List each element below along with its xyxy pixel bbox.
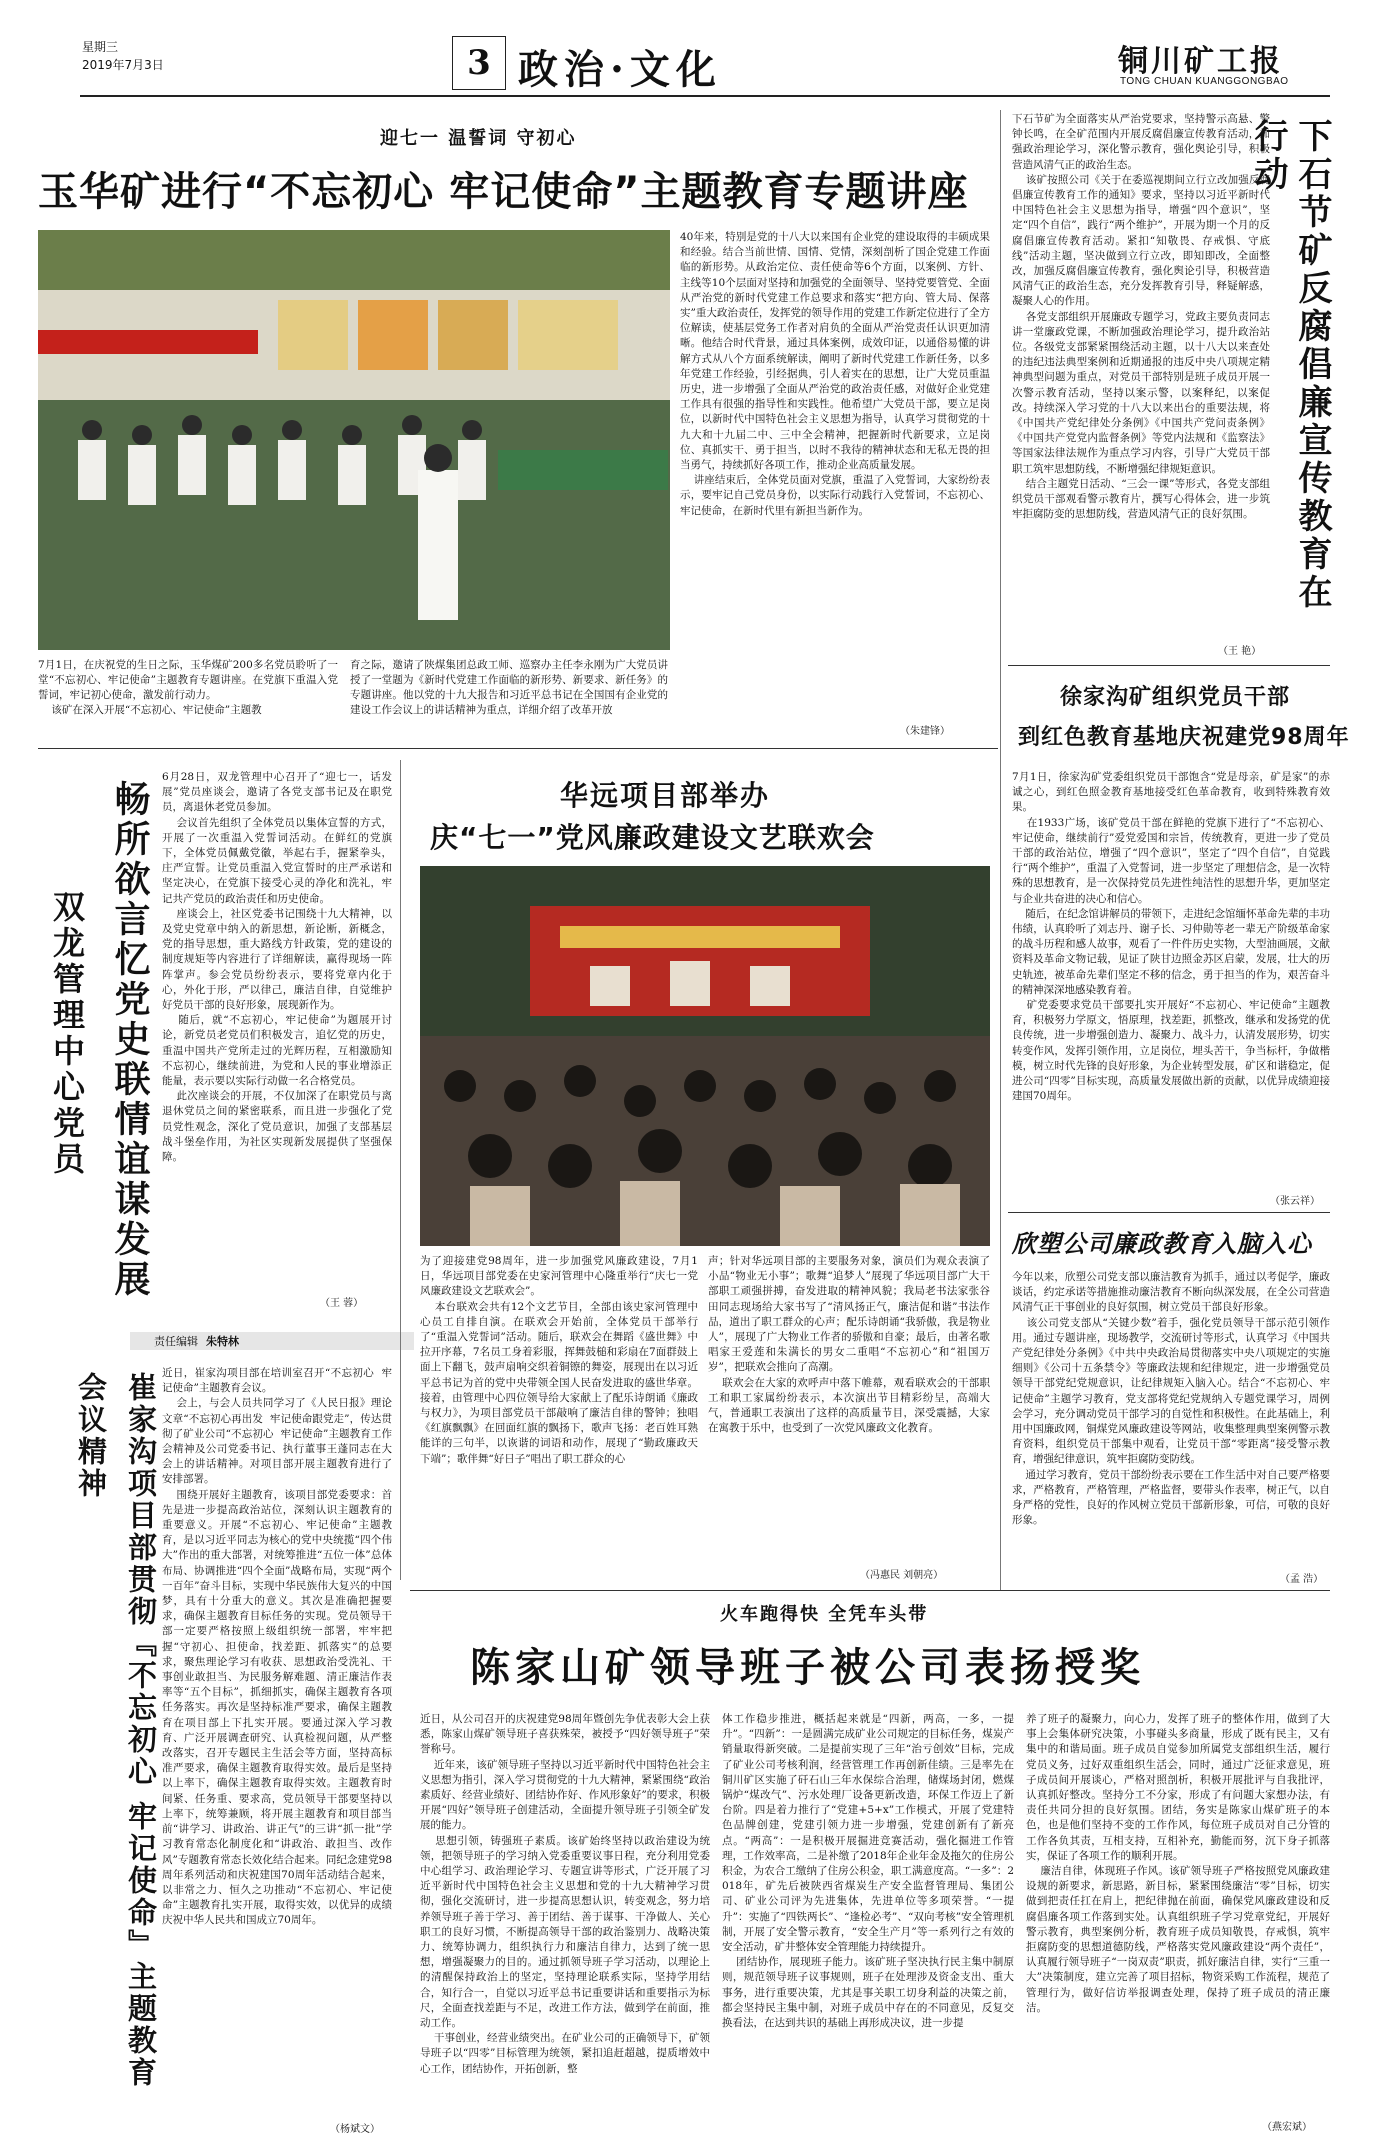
main-photo-illustration bbox=[38, 230, 670, 650]
section-title: 政治·文化 bbox=[518, 46, 722, 93]
xujiagou-body: 7月1日，徐家沟矿党委组织党员干部饱含“党是母亲，矿是家”的赤诚之心，到红色照金教育基地接受红色革命教育，收到特殊教育效果。 在1933广场，该矿党员干部在鲜艳的党旗下进行了“不忘初心、牢记使命，继续前行”爱党爱国和宗旨，传统教育，更进一步了党员干部的政治站位，增强了“四个意识”，坚定了“四个自信”，自觉践行“两个维护”，重温了入党誓词，进一步坚定了理想信念，是一次特殊的思想教育，是一次保持党员先进性纯洁性的思想升华，更加坚定与企业共奋进的决心和信心。 随后，在纪念馆讲解员的带领下，走进纪念馆缅怀革命先辈的丰功伟绩，认真聆听了刘志丹、谢子长、习仲勋等老一辈无产阶级革命家的战斗历程和感人故事，观看了一件件历史实物，大型油画展，文献资料及革命文物记载，见证了陕甘边照金苏区启蒙，发展，壮大的历史轨迹，被革命先辈们坚定不移的信念，勇于担当的作为，艰苦奋斗的精神深深地感染教育着。 矿党委要求党员干部要扎实开展好“不忘初心、牢记使命”主题教育，积极努力学原文，悟原理，找差距，抓整改，继承和发扬党的优良传统，进一步增强创造力、凝聚力、战斗力，认清发展形势，切实转变作风，发挥引领作用，立足岗位，埋头苦干，争当标杆，争做楷模，树立时代先锋的良好形象，为企业转型发展，矿区和谐稳定，促进公司“四零”目标实现，高质量发展做出新的贡献，以优异成绩迎接建国70周年。 bbox=[1012, 771, 1330, 1103]
masthead bbox=[0, 0, 1379, 93]
rule-bottom-band bbox=[410, 1590, 1330, 1591]
editor-name: 朱特林 bbox=[206, 1335, 239, 1348]
rule-xinsu-top bbox=[1008, 1212, 1330, 1213]
shuanglong-headline-1: 畅所欲言忆党史联情谊谋发展 bbox=[109, 780, 150, 1300]
xinsu-byline: （孟 浩） bbox=[1280, 1574, 1324, 1585]
main-headline: 玉华矿进行“不忘初心 牢记使命”主题教育专题讲座 bbox=[38, 169, 969, 215]
issue-weekday: 星期三 bbox=[82, 40, 119, 54]
xiashi-headline: 下石节矿反腐倡廉宣传教育在行动 bbox=[1248, 118, 1332, 612]
rule-left-middle bbox=[400, 760, 401, 1580]
shuanglong-body: 6月28日，双龙管理中心召开了“迎七一，话发展”党员座谈会，邀请了各党支部书记及在职党员，离退休老党员参加。 会议首先组织了全体党员以集体宣誓的方式，开展了一次重温入党誓词活动。在鲜红的党旗下，全体党员佩戴党徽，举起右手，握紧拳头，庄严宣誓。让党员重温入党宣誓时的庄严承诺和坚定决心，在党旗下接受心灵的净化和洗礼，牢记共产党员的政治责任和历史使命。 座谈会上，社区党委书记围绕十九大精神，以及党史党章中纳入的新思想，新论断，新概念，党的指导思想，重大路线方针政策，党的建设的制度规矩等内容进行了详细解读，赢得现场一阵阵掌声。参会党员纷纷表示，要将党章内化于心，外化于形，严以律己，廉洁自律，自觉维护好党员干部的良好形象，展现新作为。 随后，就“不忘初心，牢记使命”为题展开讨论，新党员老党员们积极发言，追忆党的历史，重温中国共产党所走过的光辉历程，互相激励知不忘初心，继续前进，为党和人民的事业增添正能量，表示要以实际行动做一名合格党员。 此次座谈会的开展，不仅加深了在职党员与离退休党员之间的紧密联系，而且进一步强化了党员党性观念，深化了党员意识，加强了支部基层战斗堡垒作用，为社区实现新发展提供了坚强保障。 bbox=[162, 771, 392, 1164]
cuijiagou-byline: （杨斌文） bbox=[330, 2124, 380, 2135]
xiashi-body: 下石节矿为全面落实从严治党要求，坚持警示高悬、警钟长鸣，在全矿范围内开展反腐倡廉宣传教育活动，加强政治理论学习，深化警示教育，强化舆论引导，积极营造风清气正的政治生态。 该矿按照公司《关于在委巡视期间立行立改加强反腐倡廉宣传教育工作的通知》要求，坚持以习近平新时代中国特色社会主义思想为指导，增强“四个意识”，坚定“四个自信”，践行“两个维护”，开展为期一个月的反腐倡廉宣传教育活动。紧扣“知敬畏、存戒惧、守底线”活动主题，坚决做到立行立改，即知即改，全面整改，加强反腐倡廉宣传教育，强化舆论引导，积极营造风清气正的政治生态，充分发挥教育引导，释疑解惑，凝聚人心的作用。 各党支部组织开展廉政专题学习，党政主要负责同志讲一堂廉政党课，不断加强政治理论学习，提升政治站位。各级党支部紧紧围绕活动主题，以十八大以来查处的违纪违法典型案例和近期通报的违反中央八项规定精神典型问题为重点，对党员干部特别是班子成员开展一次警示教育活动，坚持以案示警，以案释纪，以案促改。持续深入学习党的十八大以来出台的重要法规，将《中国共产党纪律处分条例》《中国共产党问责条例》《中国共产党党内监督条例》等党内法规和《监察法》等国家法律法规作为重点学习内容，引导广大党员干部职工筑牢思想防线，不断增强纪律规矩意识。 结合主题党日活动、“三会一课”等形式，各党支部组织党员干部观看警示教育片，撰写心得体会，进一步筑牢拒腐防变的思想防线，营造风清气正的良好氛围。 bbox=[1012, 113, 1270, 521]
main-kicker: 迎七一 温誓词 守初心 bbox=[380, 128, 577, 149]
xujiagou-headline-2: 到红色教育基地庆祝建党98周年 bbox=[1018, 725, 1350, 750]
chenjiashan-headline: 陈家山矿领导班子被公司表扬授奖 bbox=[470, 1645, 1145, 1691]
page-number-box bbox=[452, 36, 506, 90]
huayuan-col-a: 为了迎接建党98周年，进一步加强党风廉政建设，7月1日，华远项目部党委在史家河管理中心隆重举行“庆七一党风廉政建设文艺联欢会”。 本台联欢会共有12个文艺节目，全部由该史家河管理中心员工自排自演。在联欢会开始前，全体党员干部举行了“重温入党誓词”活动。随后，联欢会在舞蹈《盛世舞》中拉开序幕，7名员工身着彩服，挥舞鼓槌和彩扇在7面群鼓上面上下翻飞，鼓声扇响交织着铜镲的舞姿，展现出在以习近平总书记为首的党中央带领全国人民奋发进取的盛世华章。接着，由管理中心四位领导给大家献上了配乐诗朗诵《廉政与权力》，为项目部党员干部敲响了廉洁自律的警钟；独唱《红旗飘飘》在回面红旗的飘扬下，歌声飞扬：老百姓耳熟能详的三句半，以诙谐的词语和动作，展现了“勤政廉政天下端”；歌伴舞“好日子”唱出了职工群众的心 bbox=[420, 1255, 698, 1465]
xinsu-headline: 欣塑公司廉政教育入脑入心 bbox=[1012, 1230, 1312, 1258]
main-byline: （朱建锋） bbox=[900, 726, 950, 737]
rule-middle-band bbox=[38, 748, 998, 749]
huayuan-headline-1: 华远项目部举办 bbox=[560, 779, 771, 812]
rule-xujiagou-top bbox=[1008, 665, 1330, 666]
main-photo bbox=[38, 230, 670, 650]
cuijiagou-headline: 崔家沟项目部贯彻『不忘初心 牢记使命』主题教育会议精神 bbox=[74, 1372, 158, 2090]
editor-credit bbox=[130, 1332, 414, 1350]
chenjiashan-col-c: 养了班子的凝聚力，向心力，发挥了班子的整体作用，做到了大事上会集体研究决策，小事碰头多商量，形成了既有民主，又有集中的和谐局面。班子成员自觉参加所属党支部组织生活，履行党员义务，过好双重组织生活会，同时，通过广泛征求意见，班子成员间开展谈心，严格对照剖析，积极开展批评与自我批评，认真抓好整改。坚持分工不分家，形成了有问题大家想办法，有责任共同分担的良好氛围。团结，务实是陈家山煤矿班子的本色，也是他们坚持不变的工作作风，每位班子成员对自己分管的工作各负其责，互相支持，互相补充，勤能而努，沉下身子抓落实，保证了各项工作的顺利开展。 廉洁自律，体现班子作风。该矿领导班子严格按照党风廉政建设规的新要求，新思路，新目标，紧紧围绕廉洁“零”目标，切实做到把责任扛在肩上，把纪律抛在前面，确保党风廉政建设和反腐倡廉各项工作落到实处。认真组织班子学习党章党纪，开展好警示教育，典型案例分析，教育班子成员知敬畏，存戒惧，筑牢拒腐防变的思想道德防线，严格落实党风廉政建设“两个责任”，认真履行领导班子“一岗双责”职责，抓好廉洁自律，实行“三重一大”决策制度，建立完善了项目招标，物资采购工作流程，规范了管理行为，做好信访举报调查处理，保持了班子成员的清正廉洁。 bbox=[1026, 1713, 1330, 2014]
chenjiashan-col-b: 体工作稳步推进，概括起来就是“四新，两高，一多，一提升”。“四新”：一是圆满完成矿业公司规定的目标任务，煤炭产销量取得新突破。二是提前实现了三年“治亏创效”目标，完成了矿业公司考核利润，经营管理工作再创新佳绩。三是率先在铜川矿区实施了矸石山三年水保综合治理，储煤场封闭，燃煤锅炉“煤改气”、污水处理厂设备更新改造，环保工作迈上了新台阶。四是着力推行了“党建+5+x”工作模式，开展了党建特色品牌创建，党建引领力进一步增强，党建创新有了新亮点。“两高”：一是积极开展掘进竞赛活动，强化掘进工作管理，工作效率高，二是补缴了2018年企业年金及拖欠的住房公积金，为农合工缴纳了住房公积金，职工满意度高。“一多”：2018年，矿先后被陕西省煤炭生产安全监督管理局、集团公司、矿业公司评为先进集体，先进单位等多项荣誉。“一提升”：实施了“四铁两长”、“逢检必考”、“双向考核”安全管理机制，开展了安全警示教育，“安全生产月”等一系列行之有效的安全活动，矿井整体安全管理能力持续提升。 团结协作，展现班子能力。该矿班子坚决执行民主集中制原则，规范领导班子议事规则，班子在处理涉及资金支出、重大事务，进行重要决策，尤其是事关职工切身利益的决策之前，都会坚持民主集中制，对班子成员中存在的不同意见，反复交换看法，在达到共识的基础上再形成决议，进一步提 bbox=[722, 1713, 1014, 2030]
huayuan-photo-illustration bbox=[420, 866, 990, 1246]
masthead-rule bbox=[80, 95, 1330, 97]
editor-label: 责任编辑 bbox=[154, 1335, 198, 1348]
main-col-a: 育之际，邀请了陕煤集团总政工师、巡察办主任李永刚为广大党员讲授了一堂题为《新时代党建工作面临的新形势、新要求、新任务》的专题讲座。他以党的十九大报告和习近平总书记在全国国有企业党的建设工作会议上的讲话精神为重点，详细介绍了改革开放 bbox=[350, 659, 668, 716]
xiashi-byline: （王 艳） bbox=[1218, 646, 1262, 657]
cuijiagou-body: 近日，崔家沟项目部在培训室召开“不忘初心 牢记使命”主题教育会议。 会上，与会人员共同学习了《人民日报》理论文章“不忘初心再出发 牢记使命跟党走”，传达贯彻了矿业公司“不忘初心 牢记使命”主题教育工作会精神及公司党委书记、执行董事王蓬同志在大会上的讲话精神。对项目部开展主题教育进行了安排部署。 围绕开展好主题教育，该项目部党委要求：首先是进一步提高政治站位，深刻认识主题教育的重要意义。开展“不忘初心、牢记使命”主题教育，是以习近平同志为核心的党中央统揽“四个伟大”作出的重大部署，对统筹推进“五位一体”总体布局、协调推进“四个全面”战略布局，实现“两个一百年”奋斗目标，实现中华民族伟大复兴的中国梦，具有十分重大的意义。其次是准确把握要求，确保主题教育目标任务的实现。党员领导干部一定要严格按照上级组织统一部署，牢牢把握“守初心、担使命，找差距、抓落实”的总要求，聚焦理论学习有收获、思想政治受洗礼、干事创业敢担当、为民服务解难题、清正廉洁作表率等“五个目标”，抓细抓实，确保主题教育各项任务落实。再次是坚持标准严要求，确保主题教育在项目部上下扎实开展。要通过深入学习教育、广泛开展调查研究、认真检视问题，从严整改落实，召开专题民主生活会等方面，坚持高标准严要求，确保主题教育取得实效。最后是坚持以上率下，确保主题教育取得实效。主题教育时间紧、任务重、要求高，党员领导干部要坚持以上率下，统筹兼顾，将开展主题教育和项目部当前“讲学习、讲政治、讲正气”的三讲“抓一批”学习教育常态化制度化和“讲政治、敢担当、改作风”专题教育常态长效化结合起来。同纪念建党98周年系列活动和庆祝建国70周年活动结合起来，以非常之力、恒久之功推动“不忘初心、牢记使命”主题教育扎实开展，取得实效，以优异的成绩庆祝中华人民共和国成立70周年。 bbox=[162, 1367, 392, 1927]
rule-right-column bbox=[1000, 110, 1001, 1590]
chenjiashan-col-a: 近日，从公司召开的庆祝建党98周年暨创先争优表彰大会上获悉，陈家山煤矿领导班子喜获殊荣，被授予“四好领导班子”荣誉称号。 近年来，该矿领导班子坚持以习近平新时代中国特色社会主义思想为指引，深入学习贯彻党的十九大精神，紧紧围绕“政治素质好、经营业绩好、团结协作好、作风形象好”的要求，积极开展“四好”领导班子创建活动，全面提升领导班子引领全矿发展的能力。 思想引领，铸强班子素质。该矿始终坚持以政治建设为统领，把领导班子的学习纳入党委重要议事日程，充分利用党委中心组学习、政治理论学习、专题宣讲等形式，广泛开展了习近平新时代中国特色社会主义思想和党的十九大精神学习贯彻，强化交流研讨，进一步提高思想认识，转变观念，努力培养领导班子善于学习、善于团结、善于谋事、干净做人、关心职工的良好习惯，不断提高领导干部的政治鉴别力、战略决策力、统筹协调力，组织执行力和廉洁自律力，达到了统一思想，增强凝聚力的目的。通过抓领导班子学习活动，以理论上的清醒保持政治上的坚定，坚持理论联系实际，坚持学用结合，知行合一，自觉以习近平总书记重要讲话和重要指示为标尺，全面查找差距与不足，改进工作方法，做到学在前面，推动工作。 干事创业，经营业绩突出。在矿业公司的正确领导下，矿领导班子以“四零”目标管理为统领，紧扣追赶超越，提质增效中心工作，团结协作，开拓创新，整 bbox=[420, 1713, 710, 2075]
paper-name: 铜川矿工报 bbox=[1118, 44, 1283, 79]
shuanglong-headline-2: 双龙管理中心党员 bbox=[48, 890, 86, 1178]
page-number: 3 bbox=[467, 43, 491, 83]
paper-name-pinyin: TONG CHUAN KUANGGONGBAO bbox=[1120, 76, 1289, 87]
huayuan-headline-2: 庆“七一”党风廉政建设文艺联欢会 bbox=[430, 821, 875, 854]
huayuan-col-b: 声；针对华远项目部的主要服务对象，演员们为观众表演了小品“物业无小事”；歌舞“追梦人”展现了华远项目部广大干部职工顽强拼搏，奋发进取的精神风貌；我局老书法家张谷田同志现场给大家书写了“清风扬正气，廉洁促和谐”书法作品，道出了职工群众的心声；配乐诗朗诵“我骄傲，我是物业人”，展现了广大物业工作者的骄傲和自豪；最后，由著名歌唱家王爱莲和朱满长的男女二重唱“不忘初心”和“祖国万岁”，把联欢会推向了高潮。 联欢会在大家的欢呼声中落下帷幕，观看联欢会的干部职工和职工家属纷纷表示，本次演出节目精彩纷呈，高端大气，普通职工表演出了这样的高质量节目，深受震撼，大家在寓教于乐中，也受到了一次党风廉政文化教育。 bbox=[708, 1255, 990, 1435]
issue-date: 2019年7月3日 bbox=[82, 58, 164, 72]
huayuan-photo bbox=[420, 866, 990, 1246]
main-col-b: 40年来，特别是党的十八大以来国有企业党的建设取得的丰硕成果和经验。结合当前世情、国情、党情，深刻剖析了国企党建工作面临的新形势。从政治定位、责任使命等6个方面，以案例、方针、主线等10个层面对坚持和加强党的全面领导、坚持党要管党、全面从严治党的新时代党建工作总要求和落实“把方向、管大局、保落实”重大政治责任，发挥党的领导作用的党建工作新定位进行了全方位解读，使基层党务工作者对肩负的全面从严治党责任认识更加清晰。他结合时代背景，通过具体案例，成效印证，以通俗易懂的讲解方式从八个方面系统解读，阐明了新时代党建工作新任务，以多年党建工作经验，引经据典，引人着实在的思想，让广大党员重温历史，进一步增强了全面从严治党的政治责任感，对做好企业党建工作具有很强的指导性和实践性。他希望广大党员干部，要立足岗位，以新时代中国特色社会主义思想为指导，认真学习贯彻党的十九大和十九届二中、三中全会精神，把握新时代新要求，立足岗位、真抓实干、勇于担当，以时不我待的精神状态和无私无畏的担当勇气，持续抓好各项工作，推动企业高质量发展。 讲座结束后，全体党员面对党旗，重温了入党誓词，大家纷纷表示，要牢记自己党员身份，以实际行动践行入党誓词，不忘初心、牢记使命，在新时代里有新担当新作为。 bbox=[680, 231, 990, 517]
shuanglong-byline: （王 蓉） bbox=[320, 1298, 364, 1309]
main-caption: 7月1日，在庆祝党的生日之际，玉华煤矿200多名党员聆听了一堂“不忘初心、牢记使命”主题教育专题讲座。在党旗下重温入党誓词，牢记初心使命，激发前行动力。 该矿在深入开展“不忘初心、牢记使命”主题教 bbox=[38, 659, 338, 716]
chenjiashan-byline: （燕宏斌） bbox=[1262, 2122, 1312, 2133]
huayuan-byline: （冯惠民 刘朝亮） bbox=[860, 1570, 944, 1581]
chenjiashan-kicker: 火车跑得快 全凭车头带 bbox=[720, 1604, 929, 1625]
xujiagou-headline-1: 徐家沟矿组织党员干部 bbox=[1060, 685, 1291, 710]
xujiagou-byline: （张云祥） bbox=[1270, 1196, 1320, 1207]
xinsu-body: 今年以来，欣塑公司党支部以廉洁教育为抓手，通过以考促学，廉政谈话，约定承诺等措施推动廉洁教育不断向纵深发展，在全公司营造风清气正干事创业的良好氛围，树立党员干部良好形象。 该公司党支部从“关键少数”着手，强化党员领导干部示范引领作用。通过专题讲座，现场教学，交流研讨等形式，认真学习《中国共产党纪律处分条例》《中共中央政治局贯彻落实中央八项规定的实施细则》《公司十五条禁令》等廉政法规和纪律规定，进一步增强党员领导干部党纪党规意识，让纪律规矩入脑入心。结合“不忘初心、牢记使命”主题学习教育，党支部将党纪党规纳入专题党课学习，周例会学习，充分调动党员干部学习的自觉性和积极性。在此基础上，利用中国廉政网，铜煤党风廉政建设等网站，收集整理典型案例警示教育资料，组织党员干部集中观看，让党员干部“零距离”接受警示教育，增强纪律意识，筑牢拒腐防变防线。 通过学习教育，党员干部纷纷表示要在工作生活中对自己要严格要求，严格教育，严格管理，严格监督，要带头作表率，树正气，以自身严格的党性，良好的作风树立党员干部新形象，可信，可敬的良好形象。 bbox=[1012, 1271, 1330, 1527]
